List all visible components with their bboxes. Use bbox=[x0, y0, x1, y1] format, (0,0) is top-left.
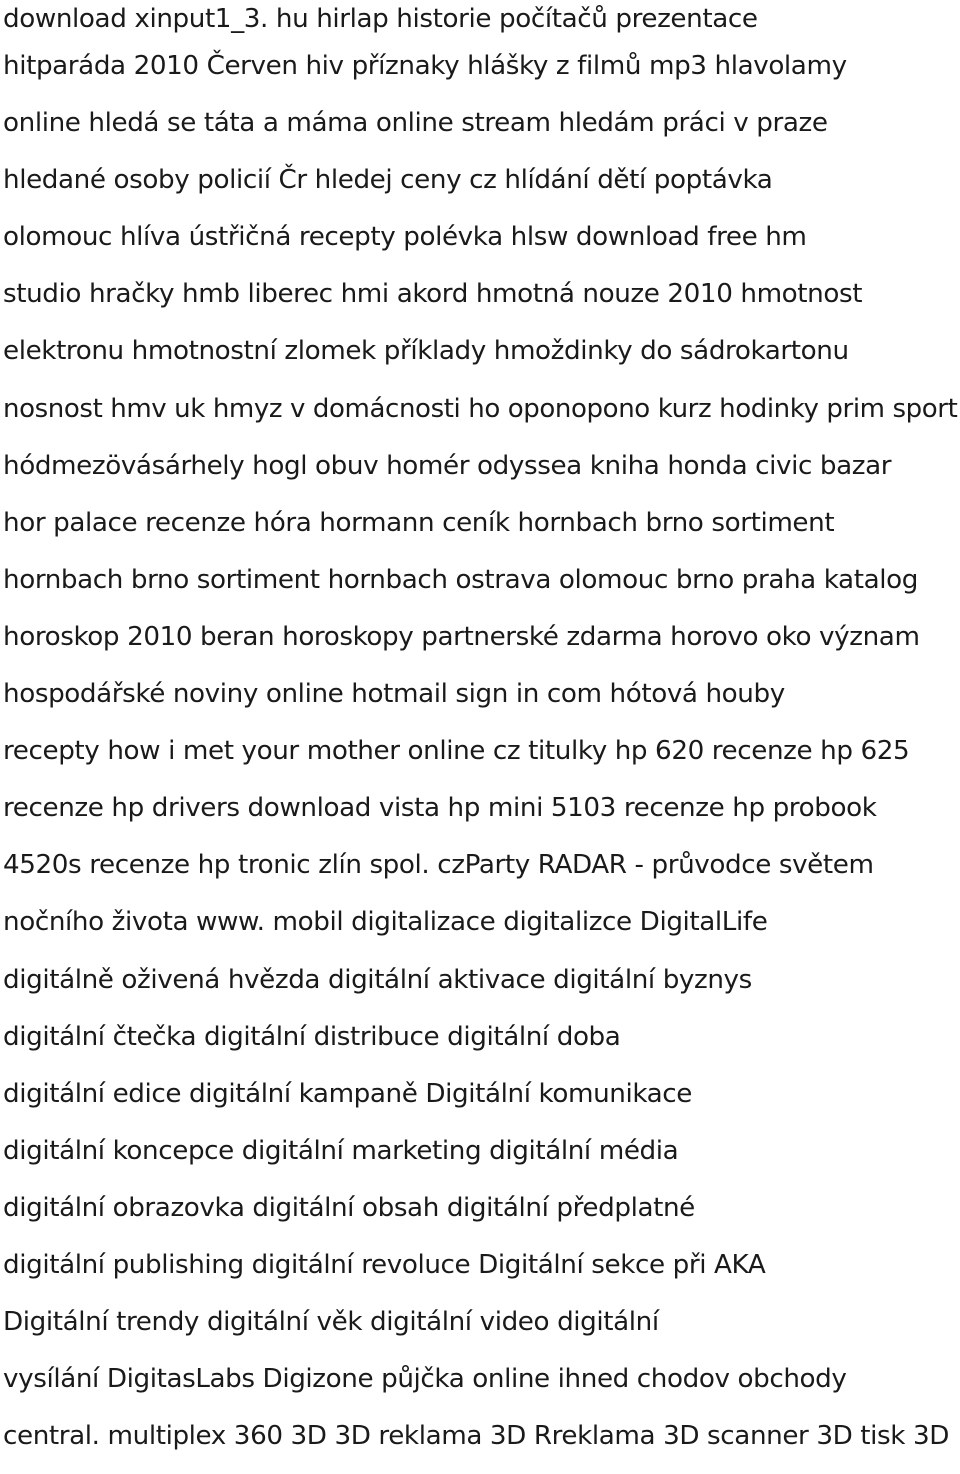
text-line-5: olomouc hlíva ústřičná recepty polévka hlsw download free hm bbox=[3, 222, 807, 253]
text-line-16: 4520s recenze hp tronic zlín spol. czParty RADAR - průvodce světem bbox=[3, 850, 874, 881]
text-line-8: nosnost hmv uk hmyz v domácnosti ho oponopono kurz hodinky prim sport bbox=[3, 393, 958, 424]
text-line-23: digitální publishing digitální revoluce Digitální sekce při AKA bbox=[3, 1249, 766, 1280]
text-line-3: online hledá se táta a máma online stream hledám práci v praze bbox=[3, 108, 828, 139]
text-line-10: hor palace recenze hóra hormann ceník hornbach brno sortiment bbox=[3, 507, 835, 538]
text-line-14: recepty how i met your mother online cz titulky hp 620 recenze hp 625 bbox=[3, 736, 910, 767]
text-line-11: hornbach brno sortiment hornbach ostrava olomouc brno praha katalog bbox=[3, 564, 918, 595]
text-line-9: hódmezövásárhely hogl obuv homér odyssea kniha honda civic bazar bbox=[3, 450, 892, 481]
text-line-24: Digitální trendy digitální věk digitální video digitální bbox=[3, 1307, 659, 1338]
text-line-20: digitální edice digitální kampaně Digitální komunikace bbox=[3, 1078, 693, 1109]
text-line-26: central. multiplex 360 3D 3D reklama 3D Rreklama 3D scanner 3D tisk 3D bbox=[3, 1421, 950, 1452]
text-line-21: digitální koncepce digitální marketing digitální média bbox=[3, 1135, 679, 1166]
text-line-19: digitální čtečka digitální distribuce digitální doba bbox=[3, 1021, 621, 1052]
text-line-18: digitálně oživená hvězda digitální aktivace digitální byznys bbox=[3, 964, 752, 995]
text-line-6: studio hračky hmb liberec hmi akord hmotná nouze 2010 hmotnost bbox=[3, 279, 863, 310]
text-line-2: hitparáda 2010 Červen hiv příznaky hlášky z filmů mp3 hlavolamy bbox=[3, 51, 847, 81]
text-line-13: hospodářské noviny online hotmail sign in com hótová houby bbox=[3, 679, 785, 710]
text-line-15: recenze hp drivers download vista hp mini 5103 recenze hp probook bbox=[3, 793, 877, 824]
text-line-1: download xinput1_3. hu hirlap historie počítačů prezentace bbox=[3, 4, 758, 34]
text-line-12: horoskop 2010 beran horoskopy partnerské zdarma horovo oko význam bbox=[3, 621, 920, 652]
text-line-4: hledané osoby policií Čr hledej ceny cz hlídání dětí poptávka bbox=[3, 165, 773, 196]
text-body bbox=[3, 0, 960, 1474]
text-line-17: nočního života www. mobil digitalizace digitalizce DigitalLife bbox=[3, 907, 768, 938]
text-line-22: digitální obrazovka digitální obsah digitální předplatné bbox=[3, 1192, 695, 1223]
text-line-25: vysílání DigitasLabs Digizone půjčka online ihned chodov obchody bbox=[3, 1364, 847, 1395]
text-line-7: elektronu hmotnostní zlomek příklady hmoždinky do sádrokartonu bbox=[3, 336, 849, 367]
